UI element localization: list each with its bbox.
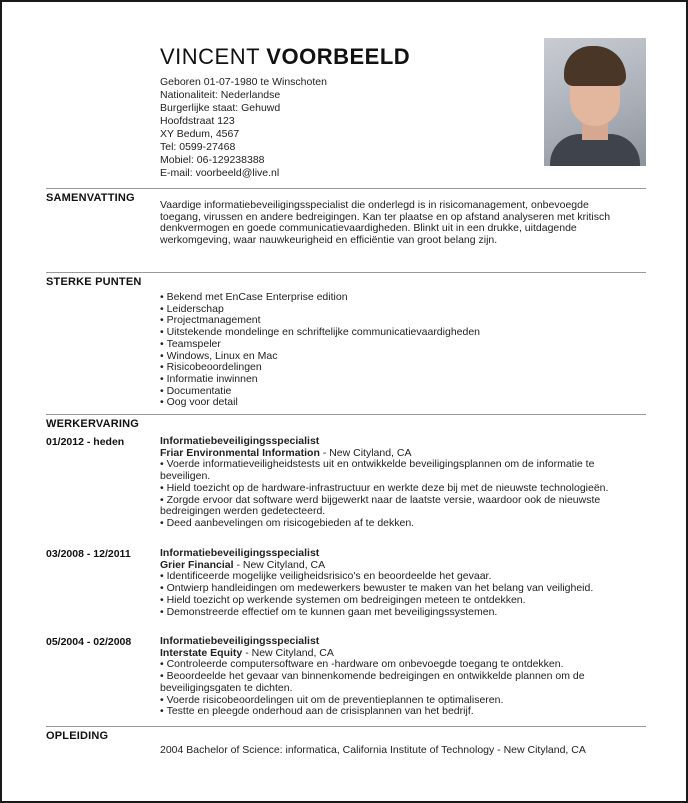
- list-item: • Projectmanagement: [160, 315, 630, 327]
- education-text: 2004 Bachelor of Science: informatica, California Institute of Technology - New Cityland, CA: [160, 744, 586, 756]
- first-name: VINCENT: [160, 44, 260, 69]
- strengths-list: [160, 292, 630, 409]
- contact-line: Geboren 01-07-1980 te Winschoten: [160, 76, 327, 88]
- summary-heading: SAMENVATTING: [46, 192, 135, 204]
- job-location: - New Cityland, CA: [242, 646, 334, 659]
- list-item: • Hield toezicht op werkende systemen om bedreigingen meteen te ontdekken.: [160, 595, 630, 607]
- profile-photo: [544, 38, 646, 166]
- contact-line: Tel: 0599-27468: [160, 141, 236, 153]
- job-title: Informatiebeveiligingsspecialist: [160, 635, 320, 647]
- list-item: • Documentatie: [160, 386, 630, 398]
- employer-name: Interstate Equity: [160, 646, 243, 659]
- job-location: - New Cityland, CA: [319, 446, 412, 459]
- job-location: - New Cityland, CA: [233, 558, 326, 571]
- job-title: Informatiebeveiligingsspecialist: [160, 547, 320, 559]
- list-item: • Hield toezicht op de hardware-infrastructuur en werkte deze bij met de nieuwste technologieën.: [160, 483, 630, 495]
- contact-line: XY Bedum, 4567: [160, 128, 240, 140]
- summary-text: Vaardige informatiebeveiligingsspecialist die onderlegd is in risicomanagement, onbevoegde toegang, virussen en andere bedreigingen. Kan ter plaatse en op afstand analyseren met kritisch denkvermogen en goede communicatievaardigheden. Blinkt uit in een drukke, uitdagende werkomgeving, waar nauwkeurigheid en efficiëntie van groot belang zijn.: [160, 199, 611, 247]
- job-duties: [160, 659, 630, 718]
- list-item: • Zorgde ervoor dat software werd bijgewerkt naar de laatste versie, waardoor ook de nieuwste bedreigingen werden gedetecteerd.: [160, 495, 630, 518]
- job-entry: [160, 636, 630, 718]
- contact-line: Burgerlijke staat: Gehuwd: [160, 102, 281, 114]
- list-item: • Teamspeler: [160, 339, 630, 351]
- list-item: • Uitstekende mondelinge en schriftelijke communicatievaardigheden: [160, 327, 630, 339]
- section-divider: [46, 414, 646, 415]
- list-item: • Risicobeoordelingen: [160, 362, 630, 374]
- list-item: • Identificeerde mogelijke veiligheidsrisico's en beoordeelde het gevaar.: [160, 571, 630, 583]
- list-item: • Informatie inwinnen: [160, 374, 630, 386]
- experience-heading: WERKERVARING: [46, 418, 140, 430]
- section-divider: [46, 726, 646, 727]
- list-item: • Oog voor detail: [160, 397, 630, 409]
- contact-line: Mobiel: 06-129238388: [160, 154, 265, 166]
- list-item: • Testte en pleegde onderhoud aan de crisisplannen van het bedrijf.: [160, 706, 630, 718]
- list-item: • Ontwierp handleidingen om medewerkers bewuster te maken van het belang van veiligheid.: [160, 583, 630, 595]
- education-heading: OPLEIDING: [46, 730, 109, 742]
- job-entry: [160, 436, 630, 530]
- job-entry: [160, 548, 630, 618]
- contact-line: Hoofdstraat 123: [160, 115, 235, 127]
- contact-line: E-mail: voorbeeld@live.nl: [160, 167, 280, 179]
- employer-name: Friar Environmental Information: [160, 446, 320, 459]
- contact-info: [160, 76, 327, 180]
- job-dates: 05/2004 - 02/2008: [46, 636, 132, 648]
- list-item: • Voerde risicobeoordelingen uit om de preventieplannen te optimaliseren.: [160, 695, 630, 707]
- job-duties: [160, 459, 630, 529]
- last-name: VOORBEELD: [266, 44, 411, 69]
- list-item: • Windows, Linux en Mac: [160, 351, 630, 363]
- list-item: • Controleerde computersoftware en -hardware om onbevoegde toegang te ontdekken.: [160, 659, 630, 671]
- contact-line: Nationaliteit: Nederlandse: [160, 89, 281, 101]
- list-item: • Deed aanbevelingen om risicogebieden af te dekken.: [160, 518, 630, 530]
- section-divider: [46, 272, 646, 273]
- job-dates: 03/2008 - 12/2011: [46, 548, 131, 560]
- list-item: • Demonstreerde effectief om te kunnen gaan met beveiligingssystemen.: [160, 607, 630, 619]
- list-item: • Beoordeelde het gevaar van binnenkomende bedreigingen en ontwikkelde plannen om de beveiligingsgaten te dichten.: [160, 671, 630, 694]
- list-item: • Leiderschap: [160, 304, 630, 316]
- list-item: • Bekend met EnCase Enterprise edition: [160, 292, 630, 304]
- job-dates: 01/2012 - heden: [46, 436, 125, 448]
- candidate-name: [160, 44, 410, 70]
- section-divider: [46, 188, 646, 189]
- list-item: • Voerde informatieveiligheidstests uit en ontwikkelde beveiligingsplannen om de informatie te beveiligen.: [160, 459, 630, 482]
- job-title: Informatiebeveiligingsspecialist: [160, 435, 320, 447]
- job-duties: [160, 571, 630, 618]
- employer-name: Grier Financial: [160, 558, 234, 571]
- strengths-heading: STERKE PUNTEN: [46, 276, 142, 288]
